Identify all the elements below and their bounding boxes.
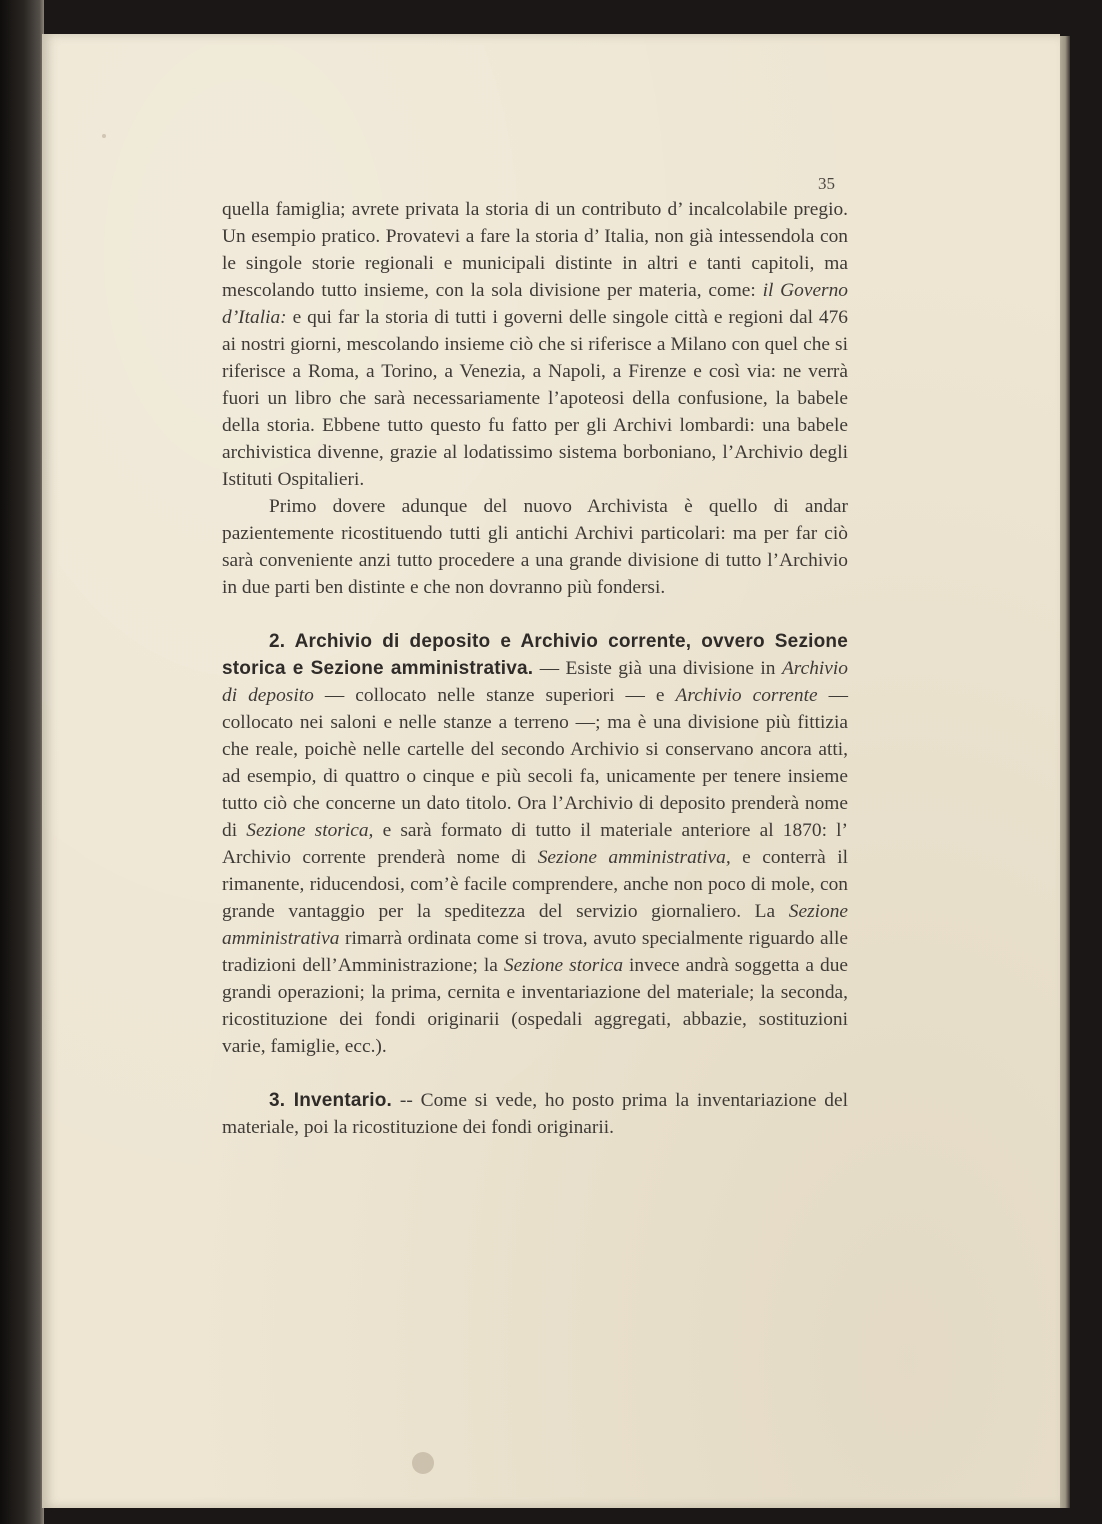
italic-phrase: il Governo d’Italia: (222, 280, 848, 328)
page-body-text (222, 196, 848, 1141)
section-3-paragraph: 3. Inventario. -- Come si vede, ho posto prima la inventariazione del materiale, poi la ricostituzione dei fondi originarii. (222, 1090, 848, 1138)
section-2-paragraph: 2. Archivio di deposito e Archivio corrente, ovvero Sezione storica e Sezione amministrativa. — Esiste già una divisione in Archivio di deposito — collocato nelle stanze superiori — e Archivio corrente — collocato nei saloni e nelle stanze a terreno —; ma è una divisione più fittizia che reale, poichè nelle cartelle del secondo Archivio si conservano ancora atti, ad esempio, di quattro o cinque e più secoli fa, unicamente per tenere insieme tutto ciò che concerne un dato titolo. Ora l’Archivio di deposito prenderà nome di Sezione storica, e sarà formato di tutto il materiale anteriore al 1870: l’ Archivio corrente prenderà nome di Sezione amministrativa, e conterrà il rimanente, riducendosi, com’è facile comprendere, anche non poco di mole, con grande vantaggio per la speditezza del servizio giornaliero. La Sezione amministrativa rimarrà ordinata come si trova, avuto specialmente riguardo alle tradizioni dell’Amministrazione; la Sezione storica invece andrà soggetta a due grandi operazioni; la prima, cernita e inventariazione del materiale; la seconda, ricostituzione dei fondi originarii (ospedali aggregati, abbazie, sostituzioni varie, famiglie, ecc.). (222, 631, 849, 1057)
paper-stain (412, 1452, 434, 1474)
paragraph-1: quella famiglia; avrete privata la storia di un contributo d’ incalcolabile pregio. Un esempio pratico. Provatevi a fare la storia d’ Italia, non già intessendola con le singole storie regionali e municipali distinte in altri e tanti capitoli, ma mescolando tutto insieme, con la sola divisione per materia, come: il Governo d’Italia: e qui far la storia di tutti i governi delle singole città e regioni dal 476 ai nostri giorni, mescolando insieme ciò che si riferisce a Milano con quel che si riferisce a Roma, a Torino, a Venezia, a Napoli, a Firenze e così via: ne verrà fuori un libro che sarà necessariamente l’apoteosi della confusione, la babele della storia. Ebbene tutto questo fu fatto per gli Archivi lombardi: una babele archivistica divenne, grazie al lodatissimo sistema borboniano, l’Archivio degli Istituti Ospitalieri. (222, 199, 848, 490)
paper-stain (102, 134, 106, 138)
scan-left-background (0, 0, 44, 1524)
paragraph-2: Primo dovere adunque del nuovo Archivista è quello di andar pazientemente ricostituendo tutti gli antichi Archivi particolari: ma per far ciò sarà conveniente anzi tutto procedere a una grande divisione di tutto l’Archivio in due parti ben distinte e che non dovranno più fondersi. (222, 496, 848, 598)
section-2-heading: 2. Archivio di deposito e Archivio corrente, ovvero Sezione storica e Sezione amministrativa. (222, 631, 848, 679)
section-3-heading: 3. Inventario. (269, 1090, 393, 1111)
page-number: 35 (818, 174, 835, 193)
